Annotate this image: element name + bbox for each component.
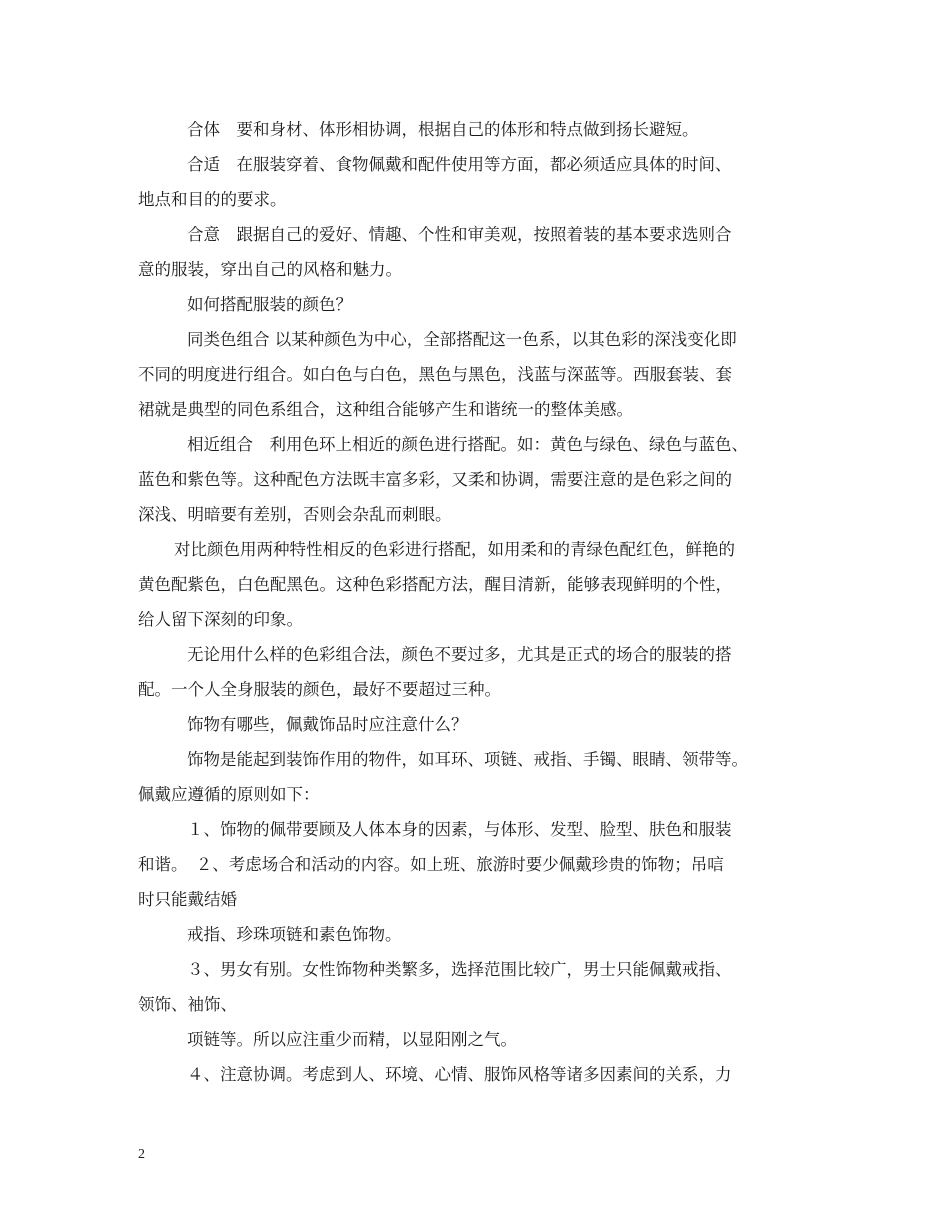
text-line: 深浅、明暗要有差别，否则会杂乱而刺眼。: [138, 505, 452, 524]
text-line: 如何搭配服装的颜色？: [187, 295, 352, 314]
text-line: 领饰、袖饰、: [138, 995, 237, 1014]
text-line: 饰物是能起到装饰作用的物件，如耳环、项链、戒指、手镯、眼睛、领带等。: [187, 750, 748, 769]
text-line: ３、男女有别。女性饰物种类繁多，选择范围比较广，男士只能佩戴戒指、: [187, 960, 732, 979]
text-line: 戒指、珍珠项链和素色饰物。: [187, 925, 402, 944]
text-line: 对比颜色用两种特性相反的色彩进行搭配，如用柔和的青绿色配红色，鲜艳的: [174, 540, 735, 559]
page-number: 2: [138, 1147, 145, 1162]
text-line: 黄色配紫色，白色配黑色。这种色彩搭配方法，醒目清新，能够表现鲜明的个性，: [138, 575, 732, 594]
text-line: 相近组合 利用色环上相近的颜色进行搭配。如：黄色与绿色、绿色与蓝色、: [187, 435, 748, 454]
text-line: 同类色组合 以某种颜色为中心，全部搭配这一色系，以其色彩的深浅变化即: [187, 330, 737, 349]
text-line: 饰物有哪些，佩戴饰品时应注意什么？: [187, 715, 468, 734]
text-line: 不同的明度进行组合。如白色与白色，黑色与黑色，浅蓝与深蓝等。西服套装、套: [138, 365, 732, 384]
text-line: 配。一个人全身服装的颜色，最好不要超过三种。: [138, 680, 501, 699]
text-line: 时只能戴结婚: [138, 890, 237, 909]
text-line: 合体 要和身材、体形相协调，根据自己的体形和特点做到扬长避短。: [187, 120, 699, 139]
text-line: 合意 跟据自己的爱好、情趣、个性和审美观，按照着装的基本要求选则合: [187, 225, 732, 244]
text-line: 意的服装，穿出自己的风格和魅力。: [138, 260, 402, 279]
text-line: 给人留下深刻的印象。: [138, 610, 303, 629]
text-line: １、饰物的佩带要顾及人体本身的因素，与体形、发型、脸型、肤色和服装: [187, 820, 732, 839]
text-line: 裙就是典型的同色系组合，这种组合能够产生和谐统一的整体美感。: [138, 400, 633, 419]
text-line: 佩戴应遵循的原则如下：: [138, 785, 320, 804]
text-line: 项链等。所以应注重少而精，以显阳刚之气。: [187, 1030, 517, 1049]
text-line: 蓝色和紫色等。这种配色方法既丰富多彩，又柔和协调，需要注意的是色彩之间的: [138, 470, 732, 489]
text-line: 合适 在服装穿着、食物佩戴和配件使用等方面，都必须适应具体的时间、: [187, 155, 732, 174]
text-line: 地点和目的的要求。: [138, 190, 287, 209]
text-line: ４、注意协调。考虑到人、环境、心情、服饰风格等诸多因素间的关系，力: [187, 1065, 732, 1084]
text-line: 和谐。 ２、考虑场合和活动的内容。如上班、旅游时要少佩戴珍贵的饰物；吊唁: [138, 855, 724, 874]
text-line: 无论用什么样的色彩组合法，颜色不要过多，尤其是正式的场合的服装的搭: [187, 645, 732, 664]
